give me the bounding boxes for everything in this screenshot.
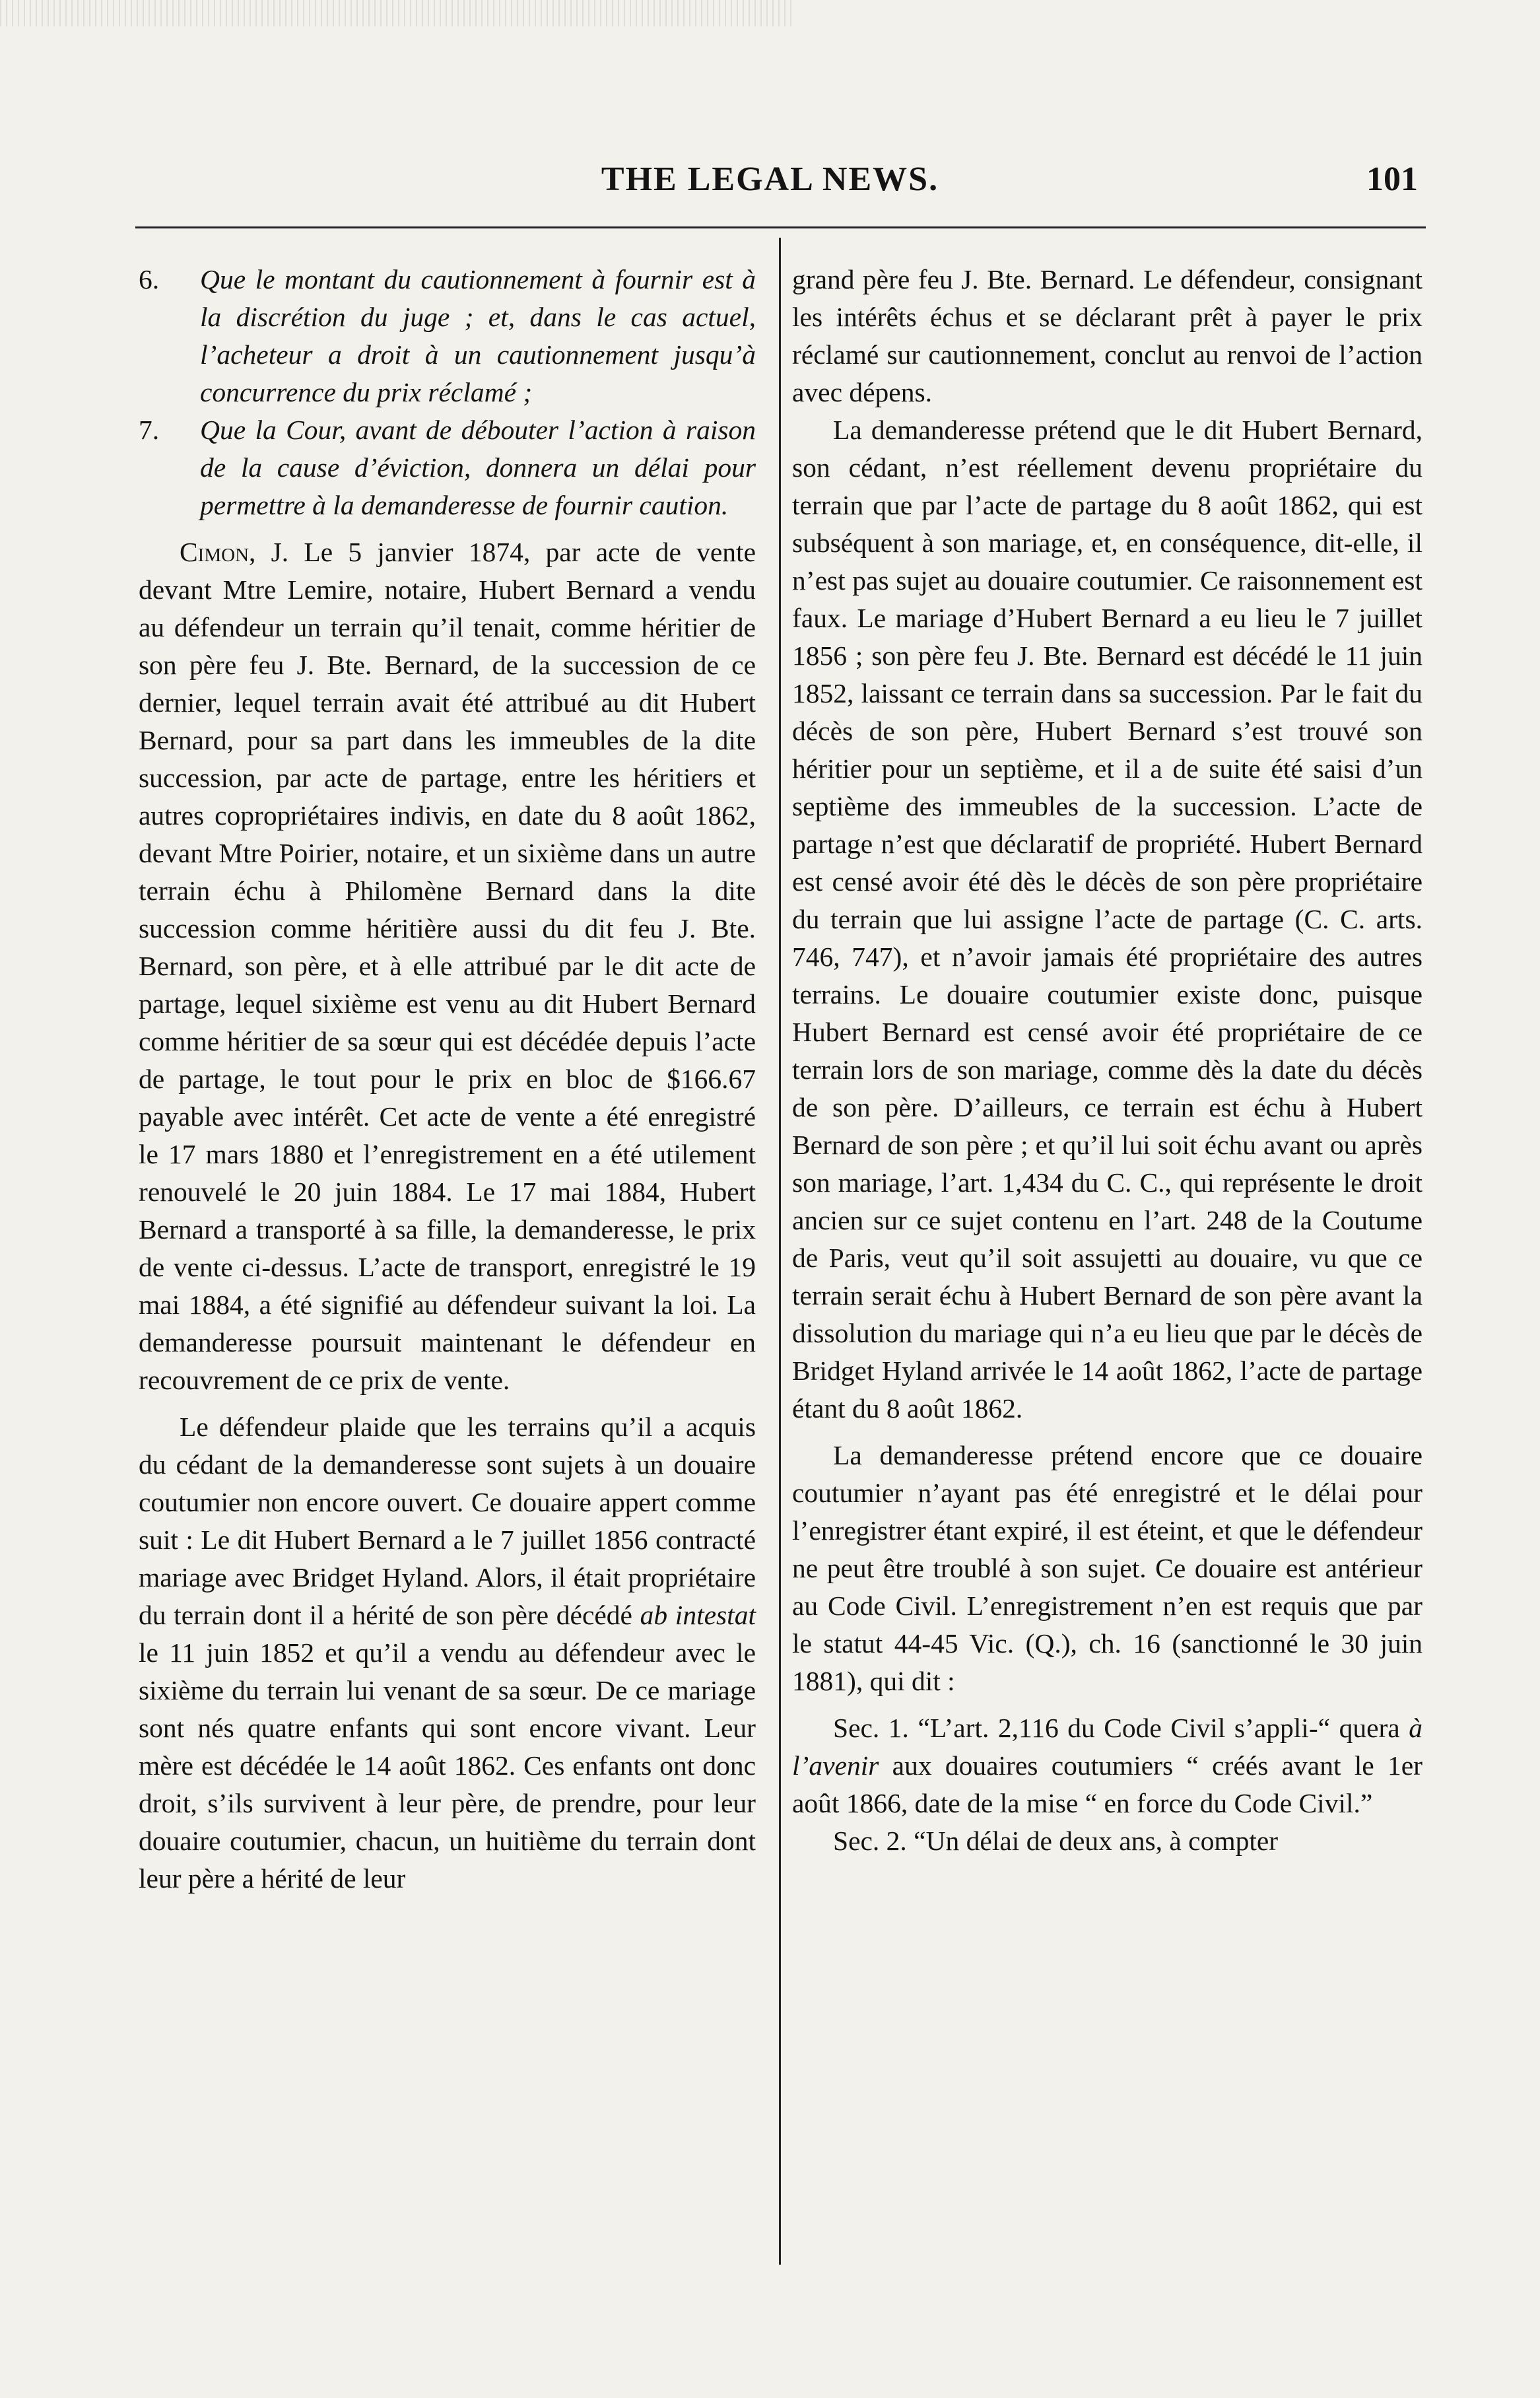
paragraph-text: Le défendeur plaide que les terrains qu’il a acquis du cédant de la demanderesse sont sujets à un douaire coutumier non encore ouvert. Ce douaire appert comme suit : Le dit Hubert Bernard a le 7 juillet 1856 contracté mariage avec Bridget Hyland. Alors, il était propriétaire du terrain dont il a hérité de son père décédé	[139, 1412, 756, 1630]
running-header-title: THE LEGAL NEWS.	[601, 160, 939, 198]
paragraph-continuation: grand père feu J. Bte. Bernard. Le défendeur, consignant les intérêts échus et se déclarant prêt à payer le prix réclamé sur cautionnement, conclut au renvoi de l’action avec dépens.	[792, 264, 1423, 407]
scan-speckle	[0, 0, 792, 26]
page-number: 101	[1366, 160, 1418, 198]
list-item-text: Que la Cour, avant de débouter l’action à raison de la cause d’éviction, donnera un délai pour permettre à la demanderesse de fournir caution.	[200, 415, 756, 520]
list-item-number: 6.	[139, 264, 160, 294]
italic-term: à l’avenir	[792, 1713, 1423, 1781]
paragraph-defendant-plea	[139, 1408, 756, 1898]
list-item-number: 7.	[139, 415, 160, 445]
header-rule	[135, 226, 1426, 228]
left-column	[139, 261, 756, 1898]
column-divider	[779, 238, 781, 2265]
list-item-7	[139, 411, 756, 524]
statute-text: aux douaires coutumiers “ créés avant le 1er août 1866, date de la mise “ en force du Code Civil.”	[792, 1750, 1423, 1818]
paragraph-judgment-opening	[139, 533, 756, 1399]
statute-text: Sec. 1. “L’art. 2,116 du Code Civil s’appli-“ quera	[833, 1713, 1400, 1743]
judge-name: Cimon, J.	[180, 537, 289, 567]
italic-term: ab intestat	[640, 1600, 756, 1630]
right-column	[792, 261, 1423, 1860]
paragraph-plaintiff-claim: La demanderesse prétend que le dit Hubert Bernard, son cédant, n’est réellement devenu propriétaire du terrain que par l’acte de partage du 8 août 1862, qui est subséquent à son mariage, et, en conséquence, dit-elle, il n’est pas sujet au douaire coutumier. Ce raisonnement est faux. Le mariage d’Hubert Bernard a eu lieu le 7 juillet 1856 ; son père feu J. Bte. Bernard est décédé le 11 juin 1852, laissant ce terrain dans sa succession. Par le fait du décès de son père, Hubert Bernard s’est trouvé son héritier pour un septième, et il a de suite été saisi d’un septième des immeubles de la succession. L’acte de partage n’est que déclaratif de propriété. Hubert Bernard est censé avoir été dès le décès de son père propriétaire du terrain que lui assigne l’acte de partage (C. C. arts. 746, 747), et n’avoir jamais été propriétaire des autres terrains. Le douaire coutumier existe donc, puisque Hubert Bernard est censé avoir été propriétaire de ce terrain lors de son mariage, comme dès la date du décès de son père. D’ailleurs, ce terrain est échu à Hubert Bernard de son père ; et qu’il lui soit échu avant ou après son mariage, l’art. 1,434 du C. C., qui représente le droit ancien sur ce sujet contenu en l’art. 248 de la Coutume de Paris, veut qu’il soit assujetti au douaire, vu que ce terrain serait échu à Hubert Bernard de son père avant la dissolution du mariage qui n’a eu lieu que par le décès de Bridget Hyland arrivée le 14 août 1862, l’acte de partage étant du 8 août 1862.	[792, 415, 1423, 1423]
list-item-text: Que le montant du cautionnement à fournir est à la discrétion du juge ; et, dans le cas actuel, l’acheteur a droit à un cautionnement jusqu’à concurrence du prix réclamé ;	[200, 264, 756, 407]
statute-section-2: Sec. 2. “Un délai de deux ans, à compter	[833, 1826, 1279, 1856]
paragraph-text: Le 5 janvier 1874, par acte de vente devant Mtre Lemire, notaire, Hubert Bernard a vendu au défendeur un terrain qu’il tenait, comme héritier de son père feu J. Bte. Bernard, de la succession de ce dernier, lequel terrain avait été attribué au dit Hubert Bernard, pour sa part dans les immeubles de la dite succession, par acte de partage, entre les héritiers et autres copropriétaires indivis, en date du 8 août 1862, devant Mtre Poirier, notaire, et un sixième dans un autre terrain échu à Philomène Bernard dans la dite succession comme héritière aussi du dit feu J. Bte. Bernard, son père, et à elle attribué par le dit acte de partage, lequel sixième est venu au dit Hubert Bernard comme héritier de sa sœur qui est décédée depuis l’acte de partage, le tout pour le prix en bloc de $166.67 payable avec intérêt. Cet acte de vente a été enregistré le 17 mars 1880 et l’enregistrement en a été utilement renouvelé le 20 juin 1884. Le 17 mai 1884, Hubert Bernard a transporté à sa fille, la demanderesse, le prix de vente ci-dessus. L’acte de transport, enregistré le 19 mai 1884, a été signifié au défendeur suivant la loi. La demanderesse poursuit maintenant le défendeur en recouvrement de ce prix de vente.	[139, 537, 756, 1395]
list-item-6	[139, 261, 756, 411]
paragraph-text: le 11 juin 1852 et qu’il a vendu au défendeur avec le sixième du terrain lui venant de sa sœur. De ce mariage sont nés quatre enfants qui sont encore vivant. Leur mère est décédée le 14 août 1862. Ces enfants ont donc droit, s’ils survivent à leur père, de prendre, pour leur douaire coutumier, chacun, un huitième du terrain dont leur père a hérité de leur	[139, 1637, 756, 1894]
statute-section-1	[792, 1709, 1423, 1822]
paragraph-registration: La demanderesse prétend encore que ce douaire coutumier n’ayant pas été enregistré et le délai pour l’enregistrer étant expiré, il est éteint, et que le défendeur ne peut être troublé à son sujet. Ce douaire est antérieur au Code Civil. L’enregistrement n’en est requis que par le statut 44-45 Vic. (Q.), ch. 16 (sanctionné le 30 juin 1881), qui dit :	[792, 1440, 1423, 1696]
